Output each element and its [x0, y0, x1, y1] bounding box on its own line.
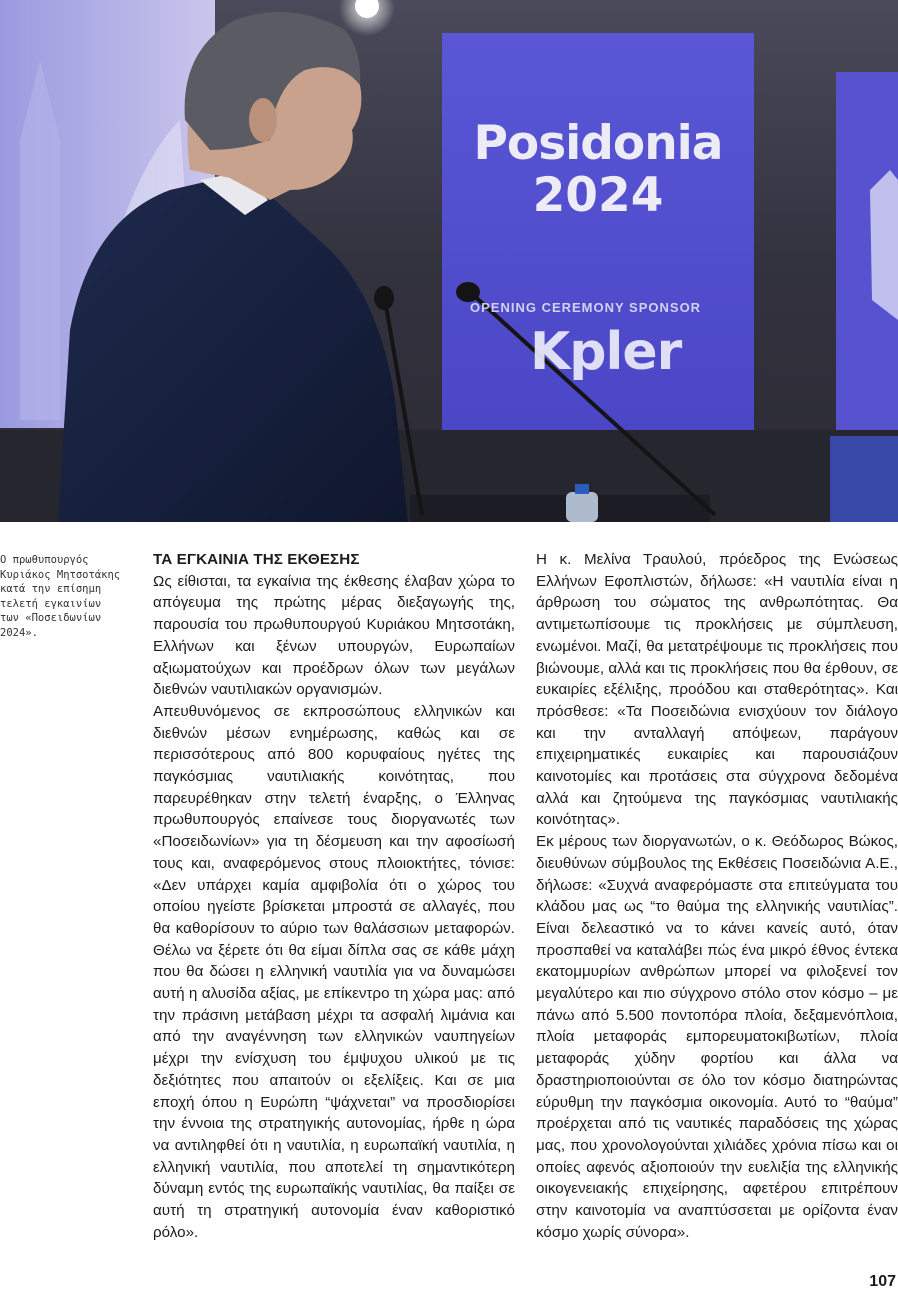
photo-scene: [0, 0, 898, 522]
section-heading: ΤΑ ΕΓΚΑΙΝΙΑ ΤΗΣ ΕΚΘΕΣΗΣ: [153, 551, 360, 568]
paragraph: Απευθυνόμενος σε εκπροσώπους ελληνικών και διεθνών μέσων ενημέρωσης, καθώς και σε περισσότερους από 800 κορυφαίους ηγέτες της παγκόσμιας ναυτιλιακής κοινότητας, που παρευρέθηκαν στην τελετή έναρξης, ο Έλληνας πρωθυπουργός επαίνεσε τους διοργανωτές των «Ποσειδωνίων» για τη δέσμευση και την αφοσίωσή τους και, αναφερόμενος στους πλοιοκτήτες, τόνισε: «Δεν υπάρχει καμία αμφιβολία ότι ο χώρος του οποίου ηγείστε βρίσκεται μπροστά σε αλλαγές, που θα καθορίσουν το αύριο των θαλάσσιων μεταφορών. Θέλω να ξέρετε ότι θα είμαι δίπλα σας σε κάθε μάχη που θα δώσει η ελληνική ναυτιλία για να δυναμώσει αυτή η αλυσίδα αξίας, με επίκεντρο τη χώρα μας: από την πράσινη μετάβαση μέχρι τα ασφαλή λιμάνια και από την αναγέννηση των ελληνικών ναυπηγείων μέχρι την ενίσχυση του έμψυχου υλικού με τις δεξιότητες που απαιτούν οι εξελίξεις. Και σε μια εποχή όπου η Ευρώπη “ψάχνεται” να προσδιορίσει την έννοια της στρατηγικής αυτονομίας, ήρθε η ώρα να αντιληφθεί ότι η ναυτιλία, η ευρωπαϊκή ναυτιλία, η ελληνική ναυτιλία, που αποτελεί τη σημαντικότερη δύναμη εντός της ευρωπαϊκής ναυτιλίας, θα παίξει σε αυτή τη στρατηγική αυτονομία έναν καθοριστικό ρόλο».: [153, 702, 515, 1241]
banner-heading: [442, 118, 754, 222]
banner-title: Posidonia: [473, 116, 723, 171]
banner-year: 2024: [532, 168, 664, 223]
article-column-1: [153, 549, 515, 1244]
paragraph: Η κ. Μελίνα Τραυλού, πρόεδρος της Ενώσεως Ελλήνων Εφοπλιστών, δήλωσε: «Η ναυτιλία είναι η άρθρωση του σώματος της ανθρωπότητας. Θα αντιμετωπίσουμε τις προκλήσεις με σύμπλευση, ενωμένοι. Μαζί, θα μετατρέψουμε τις προκλήσεις που βιώνουμε, αλλά και τις προκλήσεις που θα έρθουν, σε ευκαιρίες εξέλιξης, προόδου και σταθερότητας». Και πρόσθεσε: «Τα Ποσειδώνια ενισχύουν τον διάλογο και την ανταλλαγή απόψεων, παράγουν επιχειρηματικές ευκαιρίες και παρουσιάζουν καινοτομίες και προτάσεις στα σύγχρονα δεδομένα αλλά και ζητούμενα της παγκόσμιας ναυτιλιακής κοινότητας».: [536, 551, 898, 829]
banner-brand: Kpler: [530, 322, 682, 382]
paragraph: Εκ μέρους των διοργανωτών, ο κ. Θεόδωρος Βώκος, διευθύνων σύμβουλος της Εκθέσεις Ποσειδώνια Α.Ε., δήλωσε: «Συχνά αναφερόμαστε στα επιτεύγματα του κλάδου μας ως “το θαύμα της ελληνικής ναυτιλίας”. Είναι δελεαστικό να το κάνει κανείς αυτό, όταν προσπαθεί να καταλάβει πώς ένα μικρό έθνος έντεκα εκατομμυρίων ανθρώπων μπορεί να φιλοξενεί τον μεγαλύτερο και πιο σύγχρονο στόλο στον κόσμο – με πάνω από 5.500 ποντοπόρα πλοία, δεξαμενόπλοια, πλοία μεταφοράς εμπορευματοκιβωτίων, πλοία μεταφοράς χύδην φορτίου και άλλα να δραστηριοποιούνται σε όλο τον κόσμο διατηρώντας εύρυθμη την παγκόσμια οικονομία. Αυτό το “θαύμα” προέρχεται από τις ναυτικές παραδόσεις της χώρας μας, που χρονολογούνται χιλιάδες χρόνια πίσω και οι οποίες αφενός αξιοποιούν την ευελιξία της ελληνικής οικογενειακής επιχείρησης, αφετέρου επιτρέπουν στην καινοτομία να αναπτύσσεται με ορίζοντα έναν κόσμο χωρίς σύνορα».: [536, 833, 898, 1241]
article-column-2: [536, 549, 898, 1244]
photo-caption: Ο πρωθυπουργός Κυριάκος Μητσοτάκης κατά την επίσημη τελετή εγκαινίων των «Ποσειδωνίων 2024».: [0, 554, 121, 639]
article-photo: [0, 0, 898, 522]
page-number: 107: [869, 1273, 896, 1290]
banner-sponsor-line: OPENING CEREMONY SPONSOR: [470, 300, 702, 315]
paragraph: Ως είθισται, τα εγκαίνια της έκθεσης έλαβαν χώρα το απόγευμα της πρώτης μέρας διεξαγωγής της, παρουσία του πρωθυπουργού Κυριάκου Μητσοτάκη, Ελλήνων και ξένων υπουργών, Ευρωπαίων αξιωματούχων και προέδρων όλων των μεγάλων διεθνών ναυτιλιακών οργανισμών.: [153, 572, 515, 699]
